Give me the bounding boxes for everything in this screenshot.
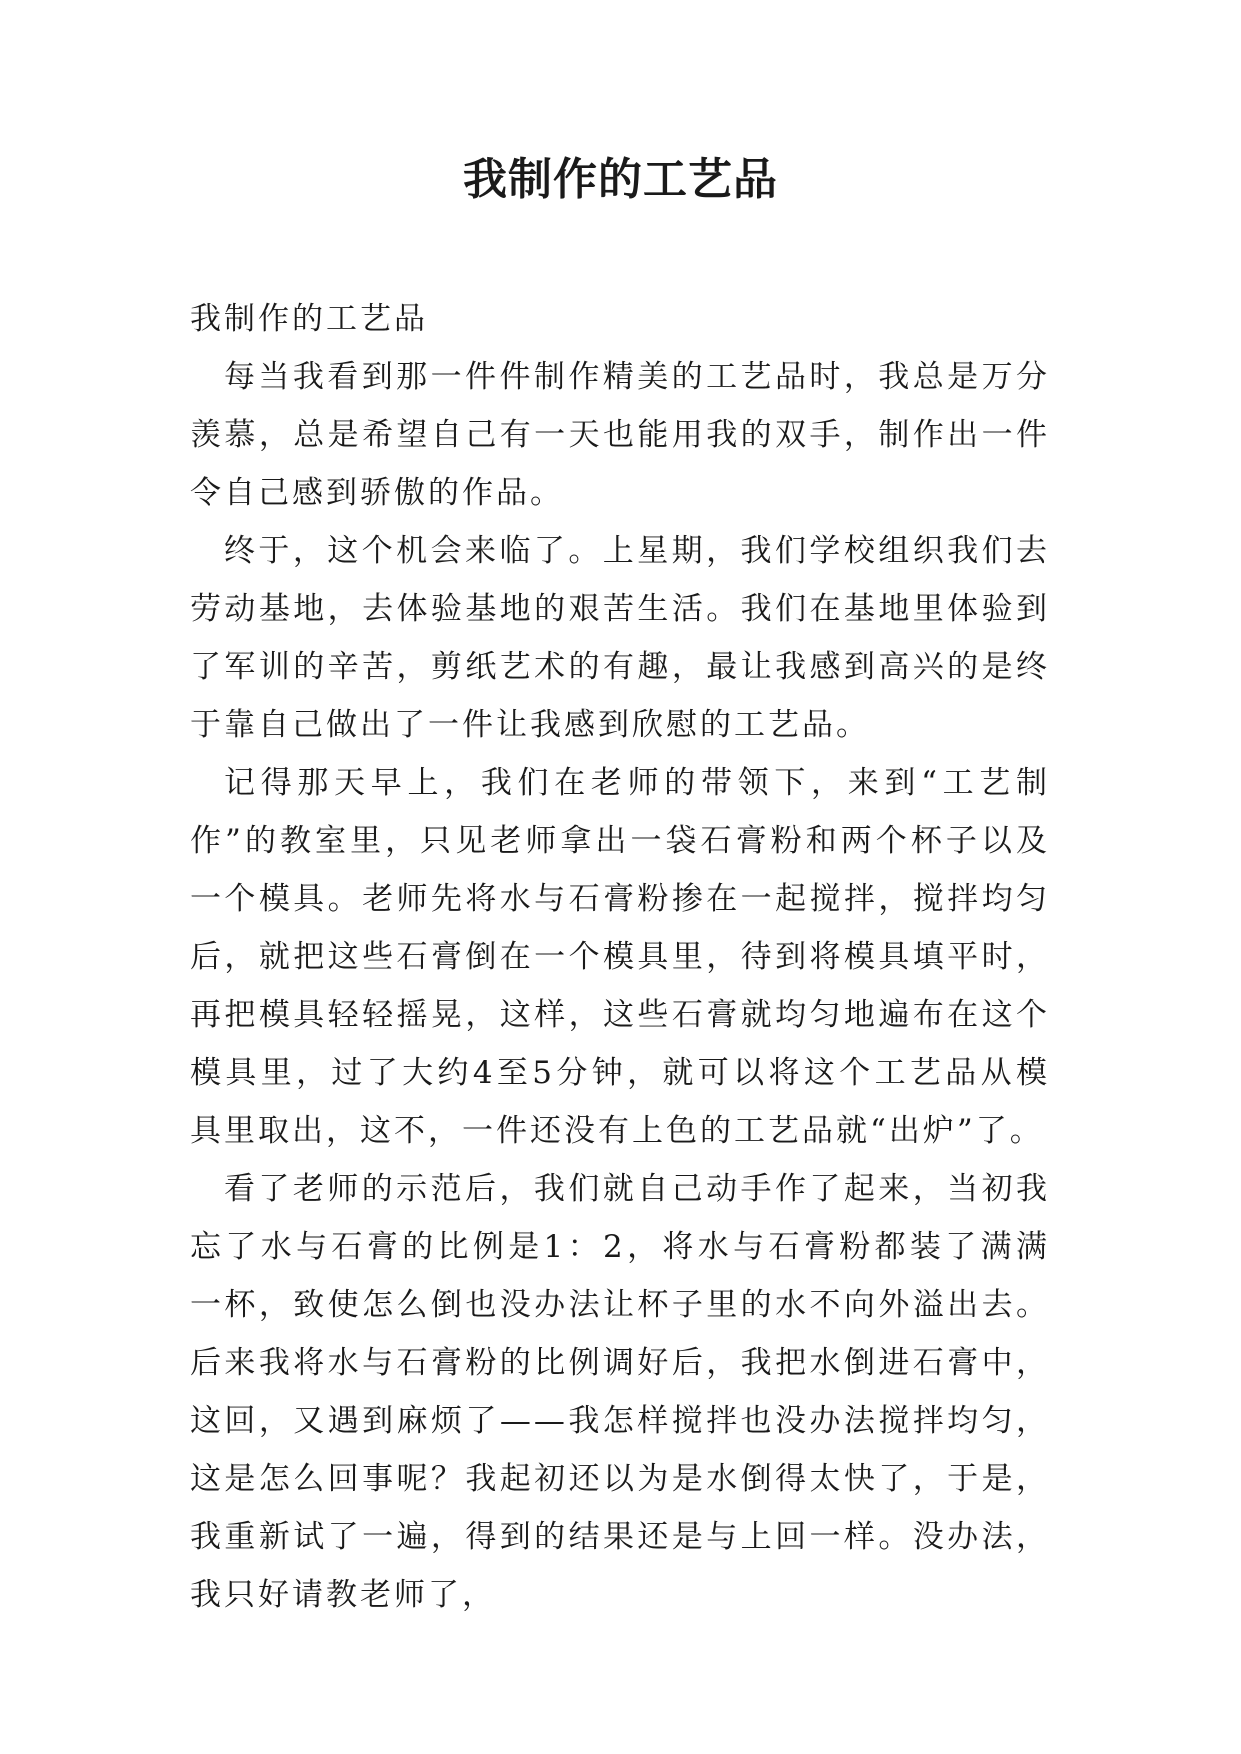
- paragraph-3: 记得那天早上，我们在老师的带领下，来到“工艺制作”的教室里，只见老师拿出一袋石膏粉和两个杯子以及一个模具。老师先将水与石膏粉掺在一起搅拌，搅拌均匀后，就把这些石膏倒在一个模具里，待到将模具填平时，再把模具轻轻摇晃，这样，这些石膏就均匀地遍布在这个模具里，过了大约4至5分钟，就可以将这个工艺品从模具里取出，这不，一件还没有上色的工艺品就“出炉”了。: [190, 765, 1050, 1149]
- document-subtitle: 我制作的工艺品: [190, 301, 428, 337]
- document-title: 我制作的工艺品: [463, 154, 778, 205]
- paragraph-2: 终于，这个机会来临了。上星期，我们学校组织我们去劳动基地，去体验基地的艰苦生活。我们在基地里体验到了军训的辛苦，剪纸艺术的有趣，最让我感到高兴的是终于靠自己做出了一件让我感到欣慰的工艺品。: [190, 533, 1050, 743]
- document-body: [190, 290, 1050, 1624]
- paragraph-4: 看了老师的示范后，我们就自己动手作了起来，当初我忘了水与石膏的比例是1：2，将水与石膏粉都装了满满一杯，致使怎么倒也没办法让杯子里的水不向外溢出去。后来我将水与石膏粉的比例调好后，我把水倒进石膏中，这回，又遇到麻烦了——我怎样搅拌也没办法搅拌均匀，这是怎么回事呢？我起初还以为是水倒得太快了，于是，我重新试了一遍，得到的结果还是与上回一样。没办法，我只好请教老师了，: [190, 1171, 1050, 1613]
- paragraph-1: 每当我看到那一件件制作精美的工艺品时，我总是万分羡慕，总是希望自己有一天也能用我的双手，制作出一件令自己感到骄傲的作品。: [190, 359, 1050, 511]
